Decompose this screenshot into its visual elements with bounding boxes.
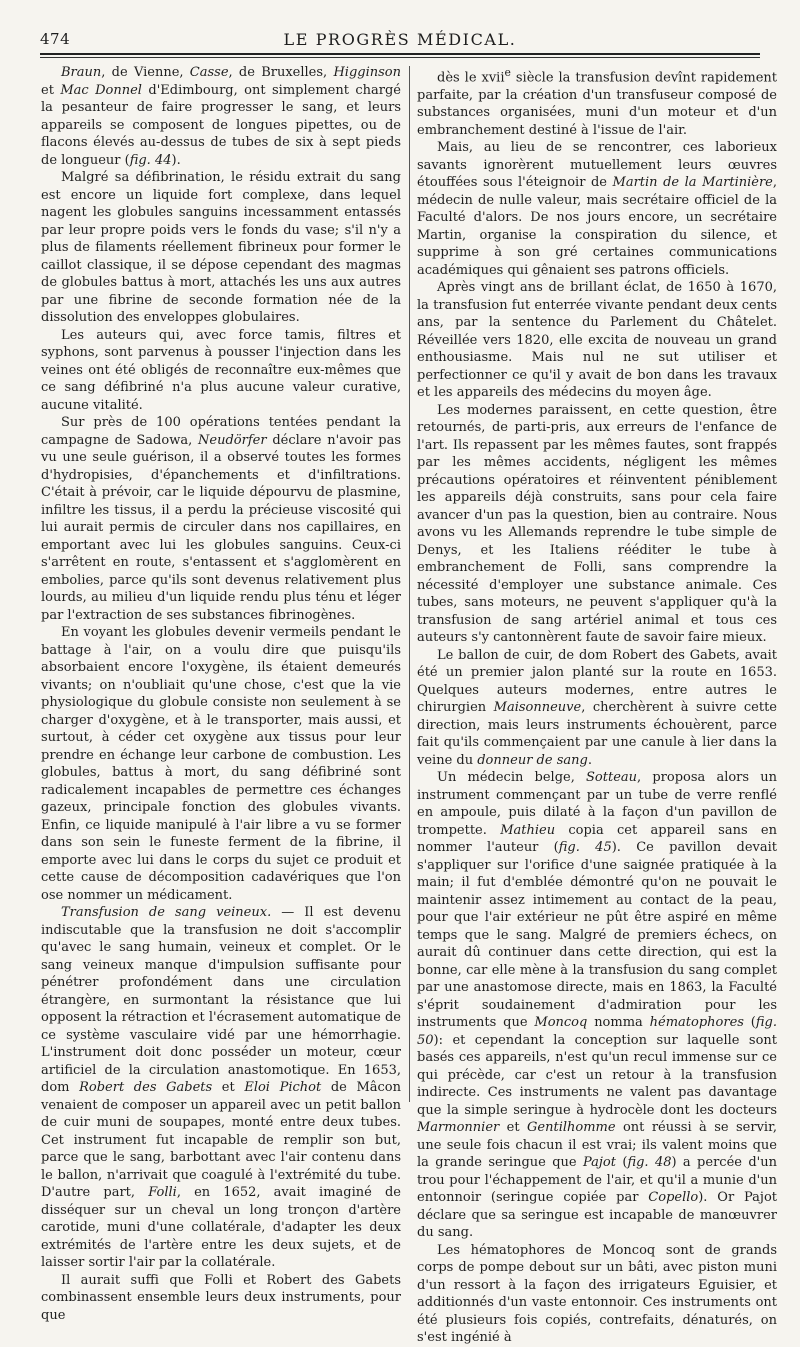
text-run: Le ballon de cuir, de dom Robert des Gabets, avait été un premier jalon planté sur la route en 1653. Quelques auteurs modernes, entre autres le chirurgien [417,647,777,716]
italic-text: Mathieu [500,822,556,838]
paragraph [41,624,401,904]
text-run: Il aurait suffi que Folli et Robert des Gabets combinassent ensemble leurs deux instruments, pour que [41,1272,401,1323]
text-run: . [587,752,592,768]
italic-text: Mac Donnel [60,82,142,98]
text-run: ont réussi à se servir, une seule fois chacun il est vrai; ils valent moins que la grande seringue que [417,1120,777,1171]
text-run: et [499,1120,528,1136]
italic-text: fig. 50 [417,1015,777,1048]
text-run: Mais, au lieu de se rencontrer, ces laborieux savants ignorèrent mutuellement leurs œuvres étouffées sous l'éteignoir de [417,140,777,191]
italic-text: Transfusion de sang veineux. [61,905,272,920]
text-run: ( [615,1155,628,1171]
text-run: , proposa alors un instrument commençant par un tube de verre renflé en ampoule, puis dilaté à la façon d'un pavillon de trompette. [417,770,777,838]
left-column [41,64,401,1324]
header-rule-thick [40,53,760,55]
text-run: et [212,1080,245,1095]
column-divider [409,66,410,1102]
text-run: , cherchèrent à suivre cette direction, mais leurs instruments échouèrent, parce fait qu'ils commençaient par une canule à lier dans la veine du [417,700,777,768]
italic-text: Braun [61,65,102,80]
text-run: Après vingt ans de brillant éclat, de 1650 à 1670, la transfusion fut enterrée vivante pendant deux cents ans, par la sentence du Parlement du Châtelet. Réveillée vers 1820, elle excita de nouveau un grand enthousiasme. Mais nul ne sut utiliser et perfectionner ce qu'il y avait de bon dans les travaux et les appareils des médecins du moyen âge. [417,280,777,401]
page-number: 474 [40,30,71,48]
italic-text: fig. 48 [627,1155,672,1171]
paragraph [41,414,401,624]
paragraph [417,769,777,1242]
text-run: , de Bruxelles, [228,65,334,80]
italic-text: Folli [148,1185,177,1200]
text-run: Les auteurs qui, avec force tamis, filtres et syphons, sont parvenus à pousser l'injection dans les veines ont été obligés de reconnaître eux-mêmes que ce sang défibriné n'a plus aucune valeur curative, aucune vitalité. [41,327,401,413]
text-run: Les hématophores de Moncoq sont de grands corps de pompe debout sur un bâti, avec piston muni d'un ressort à la façon des irrigateurs Eguisier, et additionnés d'un vaste entonnoir. Ces instruments ont été plusieurs fois copiés, contrefaits, dénaturés, on s'est ingénié à [417,1242,777,1346]
text-run: ) a percée d'un trou pour l'échappement de l'air, et qu'il a munie d'un entonnoir (seringue copiée par [417,1155,777,1206]
right-column [417,64,777,1347]
paragraph [417,64,777,139]
paragraph [41,1272,401,1325]
text-run: — Il est devenu indiscutable que la transfusion ne doit s'accomplir qu'avec le sang humain, veineux et complet. Or le sang veineux manque d'impulsion suffisante pour pénétrer profondément dans une circulation étrangère, en surmontant la résistance que lui opposent la rétraction et l'écrasement automatique de ce système vasculaire vidé par une hémorrhagie. L'instrument doit donc posséder un moteur, cœur artificiel de la circulation anastomotique. En 1653, dom [41,905,401,1095]
paragraph [417,279,777,402]
italic-text: Eloi Pichot [244,1080,322,1095]
italic-text: Robert des Gabets [79,1080,213,1095]
text-run: Malgré sa défibrination, le résidu extrait du sang est encore un liquide fort complexe, dans lequel nagent les globules sanguins incessamment entassés par leur propre poids vers le fonds du vase; s'il n'y a plus de filaments réellement fibrineux pour former le caillot classique, il se dépose cependant des magmas de globules battus à mort, attachés les uns aux autres par une fibrine de seconde formation née de la dissolution des enveloppes globulaires. [41,170,401,325]
italic-text: Pajot [582,1155,616,1171]
italic-text: Sotteau [586,770,638,786]
italic-text: Neudörfer [198,432,267,448]
superscript-text: e [504,66,511,79]
text-run: copia cet appareil sans en nommer l'auteur ( [417,822,777,856]
italic-text: Marmonnier [417,1120,500,1136]
italic-text: hématophores [649,1015,744,1031]
paragraph [41,327,401,415]
italic-text: Martin de la Martinière [612,175,773,191]
text-run: , en 1652, avait imaginé de disséquer sur un cheval un long tronçon d'artère carotide, muni d'une collatérale, d'adapter les deux extrémités de l'artère entre les deux sujets, et de laisser sortir l'air par la collatérale. [41,1185,401,1270]
page-header [40,30,760,50]
text-run: d'Edimbourg, ont simplement chargé la pesanteur de faire progresser le sang, et leurs appareils se composent de longues pipettes, ou de flacons élevés au-dessus de tubes de six à sept pieds de longueur ( [41,82,401,168]
text-run: Sur près de 100 opérations tentées pendant la campagne de Sadowa, [41,415,401,448]
italic-text: fig. 45 [558,840,612,856]
running-title: LE PROGRÈS MÉDICAL. [283,30,517,49]
text-run: ). Or Pajot déclare que sa seringue est incapable de manœuvrer du sang. [417,1190,778,1241]
text-run: , de Vienne, [101,65,190,80]
text-run: de Mâcon venaient de composer un appareil avec un petit ballon de cuir muni de soupapes, monté entre deux tubes. Cet instrument fut incapable de remplir son but, parce que le sang, barbottant avec l'air contenu dans le ballon, n'arrivait que coagulé à l'extrémité du tube. D'autre part, [41,1080,402,1200]
text-run: , médecin de nulle valeur, mais secrétaire officiel de la Faculté d'alors. De nos jours encore, un secrétaire Martin, organise la conspiration du silence, et supprime à son gré certaines communications académiques qui gênaient ses patrons officiels. [417,175,778,278]
header-rule-thin [40,57,760,58]
text-run: et [41,82,61,98]
paragraph [417,139,777,279]
text-run: En voyant les globules devenir vermeils pendant le battage à l'air, on a voulu dire que puisqu'ils absorbaient encore l'oxygène, ils étaient demeurés vivants; on n'oubliait qu'une chose, c'est que la vie physiologique du globule consiste non seulement à se charger d'oxygène, et à le transporter, mais aussi, et surtout, à céder cet oxygène aux tissus pour leur prendre en échange leur carbone de combustion. Les globules, battus à mort, du sang défibriné sont radicalement incapables de permettre ces échanges gazeux, principale fonction des globules vivants. Enfin, ce liquide manipulé à l'air libre a vu se former dans son sein le funeste ferment de la fibrine, il emporte avec lui dans le corps du sujet ce produit et cette cause de décomposition cadavériques que l'on ose nommer un médicament. [41,625,401,903]
text-run: Les modernes paraissent, en cette question, être retournés, de parti-pris, aux erreurs de l'enfance de l'art. Ils repassent par les mêmes fautes, sont frappés par les mêmes accidents, négligent les mêmes précautions opératoires et réinventent péniblement les appareils déjà construits, sans pour cela faire avancer d'un pas la question, bien au contraire. Nous avons vu les Allemands reprendre le tube simple de Denys, et les Italiens rééditer le tube à embranchement de Folli, sans comprendre la nécessité d'employer une substance animale. Ces tubes, sans moteurs, ne peuvent s'appliquer qu'à la transfusion de sang artériel animal et tous ces auteurs s'y cantonnèrent faute de savoir faire mieux. [417,402,777,646]
italic-text: donneur de sang [477,752,588,768]
text-run: Un médecin belge, [437,770,587,786]
text-run: ): et cependant la conception sur laquelle sont basés ces appareils, n'est qu'un recul immense sur ce qui précède, car c'est un retour à la transfusion indirecte. Ces instruments ne valent pas davantage que la simple seringue à hydrocèle dont les docteurs [417,1032,777,1118]
text-run: ( [743,1015,756,1031]
text-run: nomma [587,1015,650,1031]
italic-text: Copello [648,1190,699,1206]
italic-text: Casse [189,65,229,80]
paragraph [41,904,401,1272]
italic-text: Maisonneuve [493,700,582,716]
text-run: déclare n'avoir pas vu une seule guérison, il a observé toutes les formes d'hydropisies, d'épanchements et d'infiltrations. C'était à prévoir, car le liquide dépourvu de plasmine, infiltre les tissus, il a perdu la précieuse viscosité qui lui aurait permis de circuler dans nos capillaires, en emportant avec lui les globules sanguins. Ceux-ci s'arrêtent en route, s'entassent et s'agglomèrent en embolies, parce qu'ils sont devenus relativement plus lourds, au milieu d'un liquide rendu plus ténu et léger par l'extraction de ses substances fibrinogènes. [41,432,402,623]
text-run: dès le xvii [437,70,505,86]
paragraph [417,647,777,770]
paragraph [41,64,401,169]
paragraph [417,402,777,647]
paragraph [417,1242,777,1347]
text-run: siècle la transfusion devînt rapidement parfaite, par la création d'un transfuseur composé de substances organisées, muni d'un moteur et d'un embranchement destiné à l'issue de l'air. [417,70,777,138]
italic-text: fig. 44 [129,152,172,168]
italic-text: Moncoq [534,1015,588,1031]
italic-text: Gentilhomme [527,1120,616,1136]
italic-text: Higginson [333,65,401,80]
paragraph [41,169,401,327]
text-run: ). Ce pavillon devait s'appliquer sur l'orifice d'une saignée pratiquée à la main; il fut d'emblée démontré qu'on ne pouvait le maintenir assez intimement au contact de la peau, pour que l'air extérieur ne pût être aspiré en même temps que le sang. Malgré de premiers échecs, on aurait dû continuer dans cette direction, qui est la bonne, car elle mène à la transfusion du sang complet par une anastomose directe, mais en 1863, la Faculté s'éprit soudainement d'admiration pour les instruments que [417,840,777,1031]
text-run: ). [171,152,181,168]
